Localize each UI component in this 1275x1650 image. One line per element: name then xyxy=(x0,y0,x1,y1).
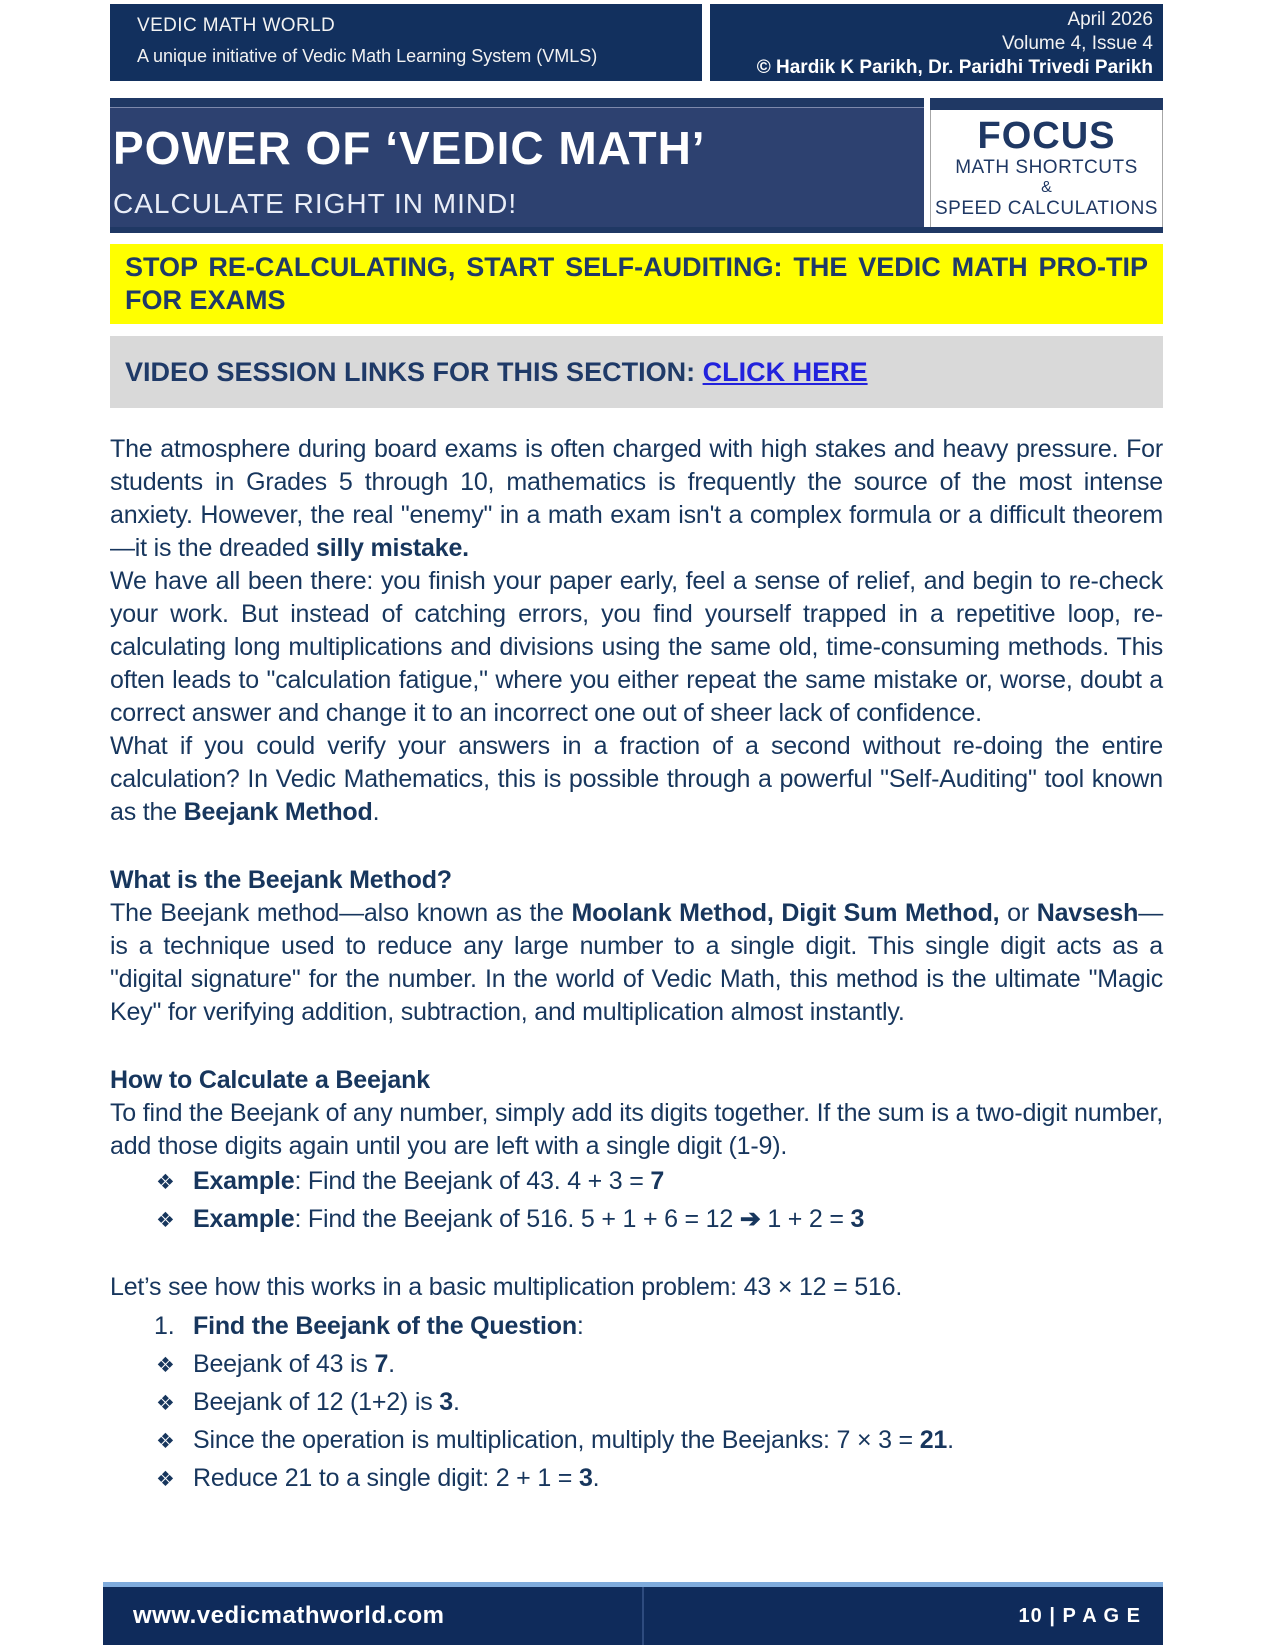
footer-page-number: 10 | P A G E xyxy=(1018,1604,1141,1627)
paragraph xyxy=(110,730,1163,829)
list-item-text xyxy=(193,1312,584,1340)
text-segment: . xyxy=(388,1350,395,1378)
focus-box xyxy=(930,98,1163,227)
text-segment: 7 xyxy=(650,1167,665,1195)
text-segment: —is a technique used to reduce any large number to a single digit. This single digit acts as a "digital signature" for the number. In the world of Vedic Math, this method is the ultimate "Magic Key" for verifying addition, subtraction, and multiplication almost instantly. xyxy=(110,899,1164,1026)
banner-top-strip xyxy=(110,98,924,108)
text-segment: 3 xyxy=(578,1464,593,1492)
text-segment: Beejank Method xyxy=(183,798,373,826)
text-segment: The Beejank method—also known as the xyxy=(110,899,572,927)
bullet-diamond-icon: ❖ xyxy=(156,1429,175,1453)
spacer xyxy=(110,829,1163,864)
focus-line-2: SPEED CALCULATIONS xyxy=(935,198,1158,219)
issue-volume: Volume 4, Issue 4 xyxy=(1001,33,1153,54)
paragraph xyxy=(110,897,1163,1029)
spacer xyxy=(110,1029,1163,1064)
text-segment: We have all been there: you finish your paper early, feel a sense of relief, and begin to re-check your work. But instead of catching errors, you find yourself trapped in a repetitive loop, re-calculating long multiplications and divisions using the same old, time-consuming methods. This often leads to "calculation fatigue," where you either repeat the same mistake or, worse, doubt a correct answer and change it to an incorrect one out of sheer lack of confidence. xyxy=(110,567,1163,727)
text-segment: : xyxy=(576,1312,584,1340)
list-item-text xyxy=(193,1464,599,1492)
text-segment: : Find the Beejank of 516. 5 + 1 + 6 = 12 xyxy=(294,1205,740,1233)
text-segment: 1 + 2 = xyxy=(760,1205,851,1233)
text-segment: Moolank Method, Digit Sum Method, xyxy=(571,899,1000,927)
text-segment: To find the Beejank of any number, simply add its digits together. If the sum is a two-digit number, add those digits again until you are left with a single digit (1-9). xyxy=(110,1099,1163,1160)
page-content xyxy=(110,0,1163,1495)
text-segment: Beejank of 43 is xyxy=(193,1350,375,1378)
text-segment: or xyxy=(999,899,1037,927)
text-segment: . xyxy=(452,1388,460,1416)
text-segment: . xyxy=(947,1426,954,1454)
masthead-brand-box xyxy=(110,4,702,81)
focus-line-1: MATH SHORTCUTS xyxy=(955,157,1138,178)
focus-ampersand: & xyxy=(1041,179,1052,196)
text-segment: : Find the Beejank of 43. 4 + 3 = xyxy=(294,1167,651,1195)
text-segment: Beejank of 12 (1+2) is xyxy=(193,1388,440,1416)
focus-heading: FOCUS xyxy=(977,115,1116,157)
masthead-issue-box xyxy=(710,4,1163,81)
banner-title: POWER OF ‘VEDIC MATH’ xyxy=(113,122,706,174)
text-segment: . xyxy=(592,1464,600,1492)
masthead xyxy=(110,4,1163,81)
bullet-diamond-icon: ❖ xyxy=(156,1208,175,1232)
title-banner xyxy=(110,98,1163,233)
list-item xyxy=(110,1203,1163,1236)
text-segment: ➔ xyxy=(739,1205,761,1233)
text-segment: silly mistake. xyxy=(316,534,469,562)
bullet-diamond-icon: ❖ xyxy=(156,1353,175,1377)
text-segment: Since the operation is multiplication, multiply the Beejanks: 7 × 3 = xyxy=(193,1426,920,1454)
video-links-bar xyxy=(110,336,1163,408)
text-segment: 3 xyxy=(439,1388,453,1416)
text-segment: . xyxy=(372,798,380,826)
bullet-diamond-icon: ❖ xyxy=(156,1467,175,1491)
list-item-text xyxy=(193,1167,664,1195)
spacer xyxy=(110,1236,1163,1271)
list-item xyxy=(110,1424,1163,1457)
section-headline: STOP RE-CALCULATING, START SELF-AUDITING: THE VEDIC MATH PRO-TIP FOR EXAMS xyxy=(110,244,1163,324)
text-segment: 7 xyxy=(374,1350,389,1378)
text-segment: What if you could verify your answers in a fraction of a second without re-doing the entire calculation? In Vedic Mathematics, this is possible through a powerful "Self-Auditing" tool known as the xyxy=(110,732,1163,826)
video-links-label: VIDEO SESSION LINKS FOR THIS SECTION: xyxy=(125,357,696,387)
copyright-line: © Hardik K Parikh, Dr. Paridhi Trivedi Parikh xyxy=(756,57,1153,78)
list-item xyxy=(110,1165,1163,1198)
list-item-text xyxy=(193,1350,395,1378)
paragraph xyxy=(110,433,1163,565)
paragraph xyxy=(110,1271,1163,1304)
bullet-diamond-icon: ❖ xyxy=(156,1170,175,1194)
brand-title: VEDIC MATH WORLD xyxy=(137,15,336,36)
issue-date: April 2026 xyxy=(1067,9,1153,30)
brand-tagline: A unique initiative of Vedic Math Learning System (VMLS) xyxy=(137,46,598,66)
text-segment: Reduce 21 to a single digit: 2 + 1 = xyxy=(193,1464,579,1492)
section-heading-what-is-beejank: What is the Beejank Method? xyxy=(110,866,452,894)
list-item xyxy=(110,1348,1163,1381)
list-item xyxy=(110,1386,1163,1419)
focus-box-top-bar xyxy=(930,98,1163,110)
list-item-text xyxy=(193,1388,460,1416)
text-segment: Navsesh xyxy=(1036,899,1139,927)
page-footer xyxy=(103,1582,1163,1645)
list-item-text xyxy=(193,1426,954,1454)
text-segment: Let’s see how this works in a basic multiplication problem: 43 × 12 = 516. xyxy=(110,1273,903,1301)
list-item xyxy=(110,1462,1163,1495)
banner-subtitle: CALCULATE RIGHT IN MIND! xyxy=(113,188,518,219)
text-segment: Find the Beejank of the Question xyxy=(193,1312,577,1340)
section-heading-how-to-calculate: How to Calculate a Beejank xyxy=(110,1066,430,1094)
list-item-text xyxy=(193,1205,864,1233)
article-body xyxy=(110,433,1163,1495)
video-session-link[interactable]: CLICK HERE xyxy=(702,357,868,387)
text-segment: 3 xyxy=(850,1205,865,1233)
bullet-diamond-icon: ❖ xyxy=(156,1391,175,1415)
banner-main xyxy=(110,98,924,227)
footer-website: www.vedicmathworld.com xyxy=(133,1602,445,1629)
paragraph xyxy=(110,565,1163,730)
text-segment: Example xyxy=(193,1167,295,1195)
numbered-list-item xyxy=(110,1310,1163,1343)
text-segment: Example xyxy=(193,1205,295,1233)
paragraph xyxy=(110,1097,1163,1163)
list-number: 1. xyxy=(154,1312,175,1340)
text-segment: The atmosphere during board exams is often charged with high stakes and heavy pressure. For students in Grades 5 through 10, mathematics is frequently the source of the most intense anxiety. However, the real "enemy" in a math exam isn't a complex formula or a difficult theorem—it is the dreaded xyxy=(110,435,1163,562)
text-segment: 21 xyxy=(919,1426,948,1454)
